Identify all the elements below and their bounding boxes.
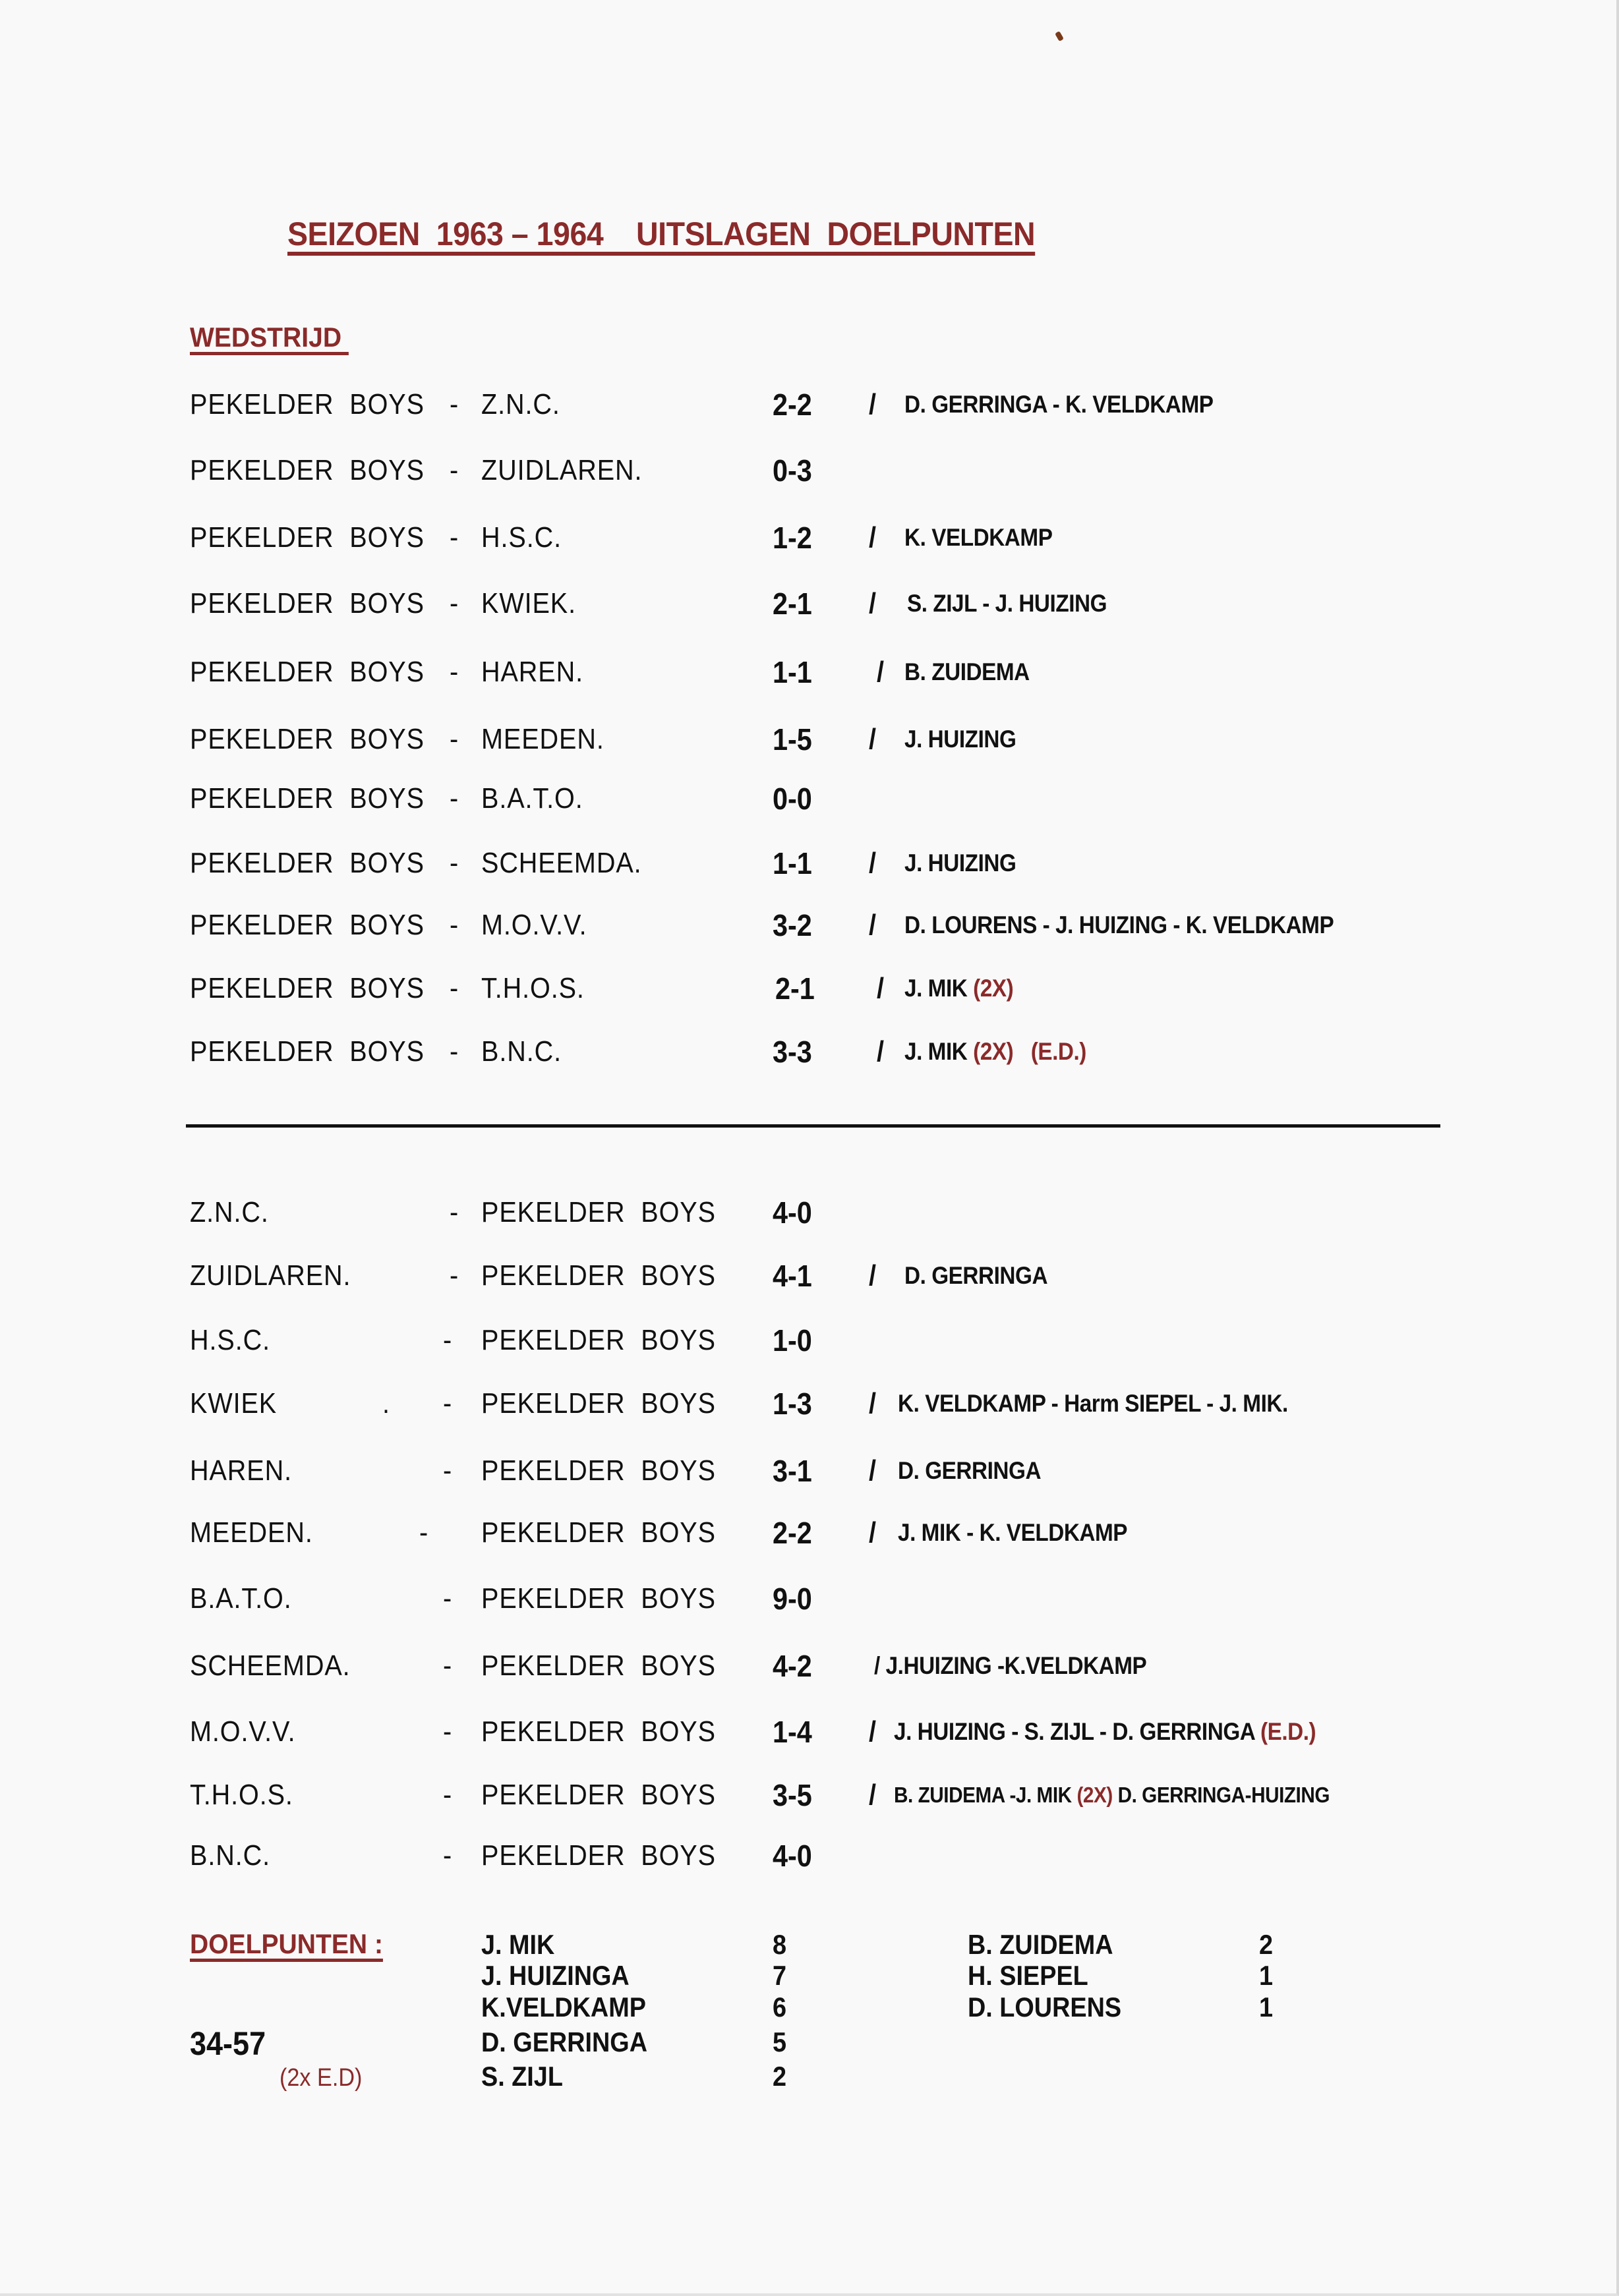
slash: / bbox=[874, 1652, 880, 1679]
match-row bbox=[0, 1712, 1619, 1752]
scorers: D. LOURENS - J. HUIZING - K. VELDKAMP bbox=[904, 911, 1334, 938]
match-row bbox=[0, 1775, 1619, 1815]
scorer-goals: 5 bbox=[773, 2026, 787, 2057]
slash: / bbox=[869, 1454, 877, 1487]
match-row bbox=[0, 652, 1619, 692]
section-divider bbox=[186, 1124, 1440, 1128]
away-team: PEKELDER BOYS bbox=[481, 1839, 716, 1872]
season-goal-total: 34-57 bbox=[190, 2025, 266, 2062]
separator: - bbox=[443, 1779, 452, 1811]
slash: / bbox=[877, 1035, 885, 1068]
slash: / bbox=[869, 909, 877, 941]
match-row bbox=[0, 1646, 1619, 1686]
separator: - bbox=[450, 782, 459, 815]
scorers: S. ZIJL - J. HUIZING bbox=[907, 590, 1107, 617]
own-goals-note: (2x E.D) bbox=[280, 2064, 363, 2092]
home-team: B.N.C. bbox=[190, 1839, 271, 1872]
home-team: PEKELDER BOYS bbox=[190, 1035, 425, 1068]
separator: - bbox=[450, 1196, 459, 1228]
separator: - bbox=[450, 723, 459, 755]
home-team: PEKELDER BOYS bbox=[190, 909, 425, 941]
scorers-text: D. GERRINGA - K. VELDKAMP bbox=[904, 391, 1214, 418]
scorers-text: B. ZUIDEMA -J. MIK bbox=[894, 1783, 1072, 1807]
match-row bbox=[0, 1384, 1619, 1423]
section-label-doelpunten: DOELPUNTEN : bbox=[190, 1928, 383, 1959]
away-team: PEKELDER BOYS bbox=[481, 1196, 716, 1228]
away-team: PEKELDER BOYS bbox=[481, 1650, 716, 1682]
separator: - bbox=[450, 388, 459, 420]
match-row bbox=[0, 385, 1619, 424]
scorers bbox=[894, 1712, 1316, 1752]
slash: / bbox=[869, 723, 877, 755]
slash: / bbox=[869, 1779, 877, 1811]
score: 4-0 bbox=[773, 1195, 812, 1230]
separator: - bbox=[450, 847, 459, 879]
ink-speck bbox=[1055, 31, 1064, 42]
scorer-name: D. GERRINGA bbox=[481, 2026, 648, 2057]
away-team: PEKELDER BOYS bbox=[481, 1387, 716, 1420]
scorer-goals: 7 bbox=[773, 1960, 787, 1991]
home-team: ZUIDLAREN. bbox=[190, 1259, 351, 1292]
scorers-tail: D. GERRINGA-HUIZING bbox=[1117, 1783, 1330, 1807]
count-note: (2X) bbox=[1076, 1783, 1113, 1807]
scorers: D. GERRINGA bbox=[898, 1457, 1042, 1484]
separator: - bbox=[450, 521, 459, 554]
scorer-goals: 6 bbox=[773, 1992, 787, 2023]
score: 1-3 bbox=[773, 1387, 812, 1421]
score: 4-1 bbox=[773, 1259, 812, 1293]
scorer-name: H. SIEPEL bbox=[968, 1960, 1088, 1991]
scorer-goals: 1 bbox=[1259, 1960, 1274, 1991]
scorers: J. HUIZING bbox=[904, 726, 1016, 753]
score: 3-5 bbox=[773, 1778, 812, 1812]
home-team: PEKELDER BOYS bbox=[190, 782, 425, 815]
scorers: K. VELDKAMP bbox=[904, 524, 1053, 551]
separator: - bbox=[450, 1259, 459, 1292]
score: 9-0 bbox=[773, 1582, 812, 1616]
scorer-goals: 2 bbox=[773, 2061, 787, 2092]
match-row bbox=[0, 1836, 1619, 1876]
match-row bbox=[0, 969, 1619, 1008]
home-team: PEKELDER BOYS bbox=[190, 521, 425, 554]
slash: / bbox=[869, 1715, 877, 1748]
away-team: PEKELDER BOYS bbox=[481, 1324, 716, 1356]
score: 2-1 bbox=[773, 587, 812, 621]
home-team: PEKELDER BOYS bbox=[190, 656, 425, 688]
score: 2-2 bbox=[773, 387, 812, 422]
away-team: PEKELDER BOYS bbox=[481, 1516, 716, 1549]
score: 1-1 bbox=[773, 846, 812, 880]
score: 1-0 bbox=[773, 1323, 812, 1358]
own-goal-note: (E.D.) bbox=[1030, 1038, 1086, 1065]
separator: - bbox=[443, 1582, 452, 1615]
scorer-name: J. HUIZINGA bbox=[481, 1960, 630, 1991]
away-team: H.S.C. bbox=[481, 521, 562, 554]
home-team: KWIEK bbox=[190, 1387, 278, 1420]
home-team: PEKELDER BOYS bbox=[190, 454, 425, 486]
home-team: PEKELDER BOYS bbox=[190, 388, 425, 420]
away-team: PEKELDER BOYS bbox=[481, 1454, 716, 1487]
slash: / bbox=[869, 1387, 877, 1420]
away-team: PEKELDER BOYS bbox=[481, 1582, 716, 1615]
separator: - bbox=[443, 1454, 452, 1487]
home-team: Z.N.C. bbox=[190, 1196, 269, 1228]
home-team: PEKELDER BOYS bbox=[190, 972, 425, 1004]
scorers: J. HUIZING bbox=[904, 849, 1016, 876]
away-team: B.N.C. bbox=[481, 1035, 562, 1068]
home-team: HAREN. bbox=[190, 1454, 293, 1487]
scorer-goals: 8 bbox=[773, 1929, 787, 1960]
separator: - bbox=[443, 1324, 452, 1356]
match-row bbox=[0, 451, 1619, 490]
match-row bbox=[0, 1513, 1619, 1553]
slash: / bbox=[869, 847, 877, 879]
score: 4-2 bbox=[773, 1649, 812, 1683]
separator: - bbox=[450, 972, 459, 1004]
scorers-text: J. MIK bbox=[904, 975, 968, 1002]
separator: - bbox=[450, 656, 459, 688]
score: 2-1 bbox=[775, 971, 815, 1006]
match-row bbox=[0, 905, 1619, 945]
scorer-name: J. MIK bbox=[481, 1929, 555, 1960]
match-row bbox=[0, 1193, 1619, 1232]
page-title: SEIZOEN 1963 – 1964 UITSLAGEN DOELPUNTEN bbox=[287, 215, 1036, 252]
slash: / bbox=[869, 388, 877, 420]
match-row bbox=[0, 1256, 1619, 1296]
scorers bbox=[904, 969, 1013, 1008]
scorers-text: J. MIK bbox=[904, 1038, 968, 1065]
scorers: B. ZUIDEMA bbox=[904, 658, 1030, 685]
match-row bbox=[0, 720, 1619, 759]
score: 1-5 bbox=[773, 722, 812, 757]
separator: - bbox=[450, 587, 459, 619]
scorers: J. MIK - K. VELDKAMP bbox=[898, 1519, 1128, 1546]
home-team: PEKELDER BOYS bbox=[190, 847, 425, 879]
separator: - bbox=[450, 454, 459, 486]
separator: - bbox=[443, 1387, 452, 1420]
home-team: M.O.V.V. bbox=[190, 1715, 296, 1748]
scorer-goals: 2 bbox=[1259, 1929, 1274, 1960]
away-team: PEKELDER BOYS bbox=[481, 1259, 716, 1292]
away-team: MEEDEN. bbox=[481, 723, 604, 755]
scorers-text: J. HUIZING - S. ZIJL - D. GERRINGA bbox=[894, 1718, 1255, 1745]
slash: / bbox=[877, 656, 885, 688]
score: 3-3 bbox=[773, 1035, 812, 1069]
away-team: T.H.O.S. bbox=[481, 972, 585, 1004]
count-note: (2X) bbox=[973, 1038, 1014, 1065]
scorers-text: J.HUIZING -K.VELDKAMP bbox=[885, 1652, 1147, 1679]
stray-dot: . bbox=[382, 1387, 390, 1420]
match-row bbox=[0, 1032, 1619, 1072]
home-team: SCHEEMDA. bbox=[190, 1650, 351, 1682]
score: 4-0 bbox=[773, 1839, 812, 1873]
away-team: PEKELDER BOYS bbox=[481, 1715, 716, 1748]
away-team: HAREN. bbox=[481, 656, 584, 688]
home-team: T.H.O.S. bbox=[190, 1779, 293, 1811]
home-team: H.S.C. bbox=[190, 1324, 271, 1356]
score: 1-2 bbox=[773, 521, 812, 555]
slash: / bbox=[869, 587, 877, 619]
match-row bbox=[0, 518, 1619, 558]
own-goal-note: (E.D.) bbox=[1260, 1718, 1316, 1745]
away-team: B.A.T.O. bbox=[481, 782, 583, 815]
home-team: PEKELDER BOYS bbox=[190, 723, 425, 755]
slash: / bbox=[869, 1259, 877, 1292]
home-team: MEEDEN. bbox=[190, 1516, 313, 1549]
away-team: Z.N.C. bbox=[481, 388, 560, 420]
score: 1-4 bbox=[773, 1715, 812, 1749]
score: 3-2 bbox=[773, 908, 812, 942]
score: 0-0 bbox=[773, 782, 812, 816]
score: 3-1 bbox=[773, 1454, 812, 1488]
scorer-name: S. ZIJL bbox=[481, 2061, 563, 2092]
scorers bbox=[874, 1646, 1146, 1686]
slash: / bbox=[869, 521, 877, 554]
separator: - bbox=[443, 1650, 452, 1682]
separator: - bbox=[450, 909, 459, 941]
match-row bbox=[0, 584, 1619, 623]
count-note: (2X) bbox=[973, 975, 1014, 1002]
separator: - bbox=[443, 1715, 452, 1748]
match-row bbox=[0, 844, 1619, 883]
home-team: PEKELDER BOYS bbox=[190, 587, 425, 619]
score: 2-2 bbox=[773, 1516, 812, 1550]
match-row bbox=[0, 1579, 1619, 1619]
away-team: M.O.V.V. bbox=[481, 909, 587, 941]
away-team: ZUIDLAREN. bbox=[481, 454, 643, 486]
score: 1-1 bbox=[773, 655, 812, 689]
separator: - bbox=[450, 1035, 459, 1068]
scorers: K. VELDKAMP - Harm SIEPEL - J. MIK. bbox=[898, 1390, 1288, 1417]
slash: / bbox=[877, 972, 885, 1004]
section-label-wedstrijd: WEDSTRIJD bbox=[190, 322, 349, 353]
scorers bbox=[904, 385, 1214, 424]
score: 0-3 bbox=[773, 453, 812, 488]
separator: - bbox=[443, 1839, 452, 1872]
scorers: D. GERRINGA bbox=[904, 1262, 1048, 1289]
away-team: SCHEEMDA. bbox=[481, 847, 642, 879]
separator: - bbox=[419, 1516, 428, 1549]
scorers bbox=[894, 1775, 1330, 1815]
scorer-goals: 1 bbox=[1259, 1992, 1274, 2023]
away-team: KWIEK. bbox=[481, 587, 577, 619]
match-row bbox=[0, 779, 1619, 818]
home-team: B.A.T.O. bbox=[190, 1582, 292, 1615]
scorer-name: B. ZUIDEMA bbox=[968, 1929, 1113, 1960]
scorer-name: K.VELDKAMP bbox=[481, 1992, 646, 2023]
match-row bbox=[0, 1321, 1619, 1360]
scorers bbox=[904, 1032, 1086, 1072]
slash: / bbox=[869, 1516, 877, 1549]
match-row bbox=[0, 1451, 1619, 1491]
scorer-name: D. LOURENS bbox=[968, 1992, 1122, 2023]
away-team: PEKELDER BOYS bbox=[481, 1779, 716, 1811]
